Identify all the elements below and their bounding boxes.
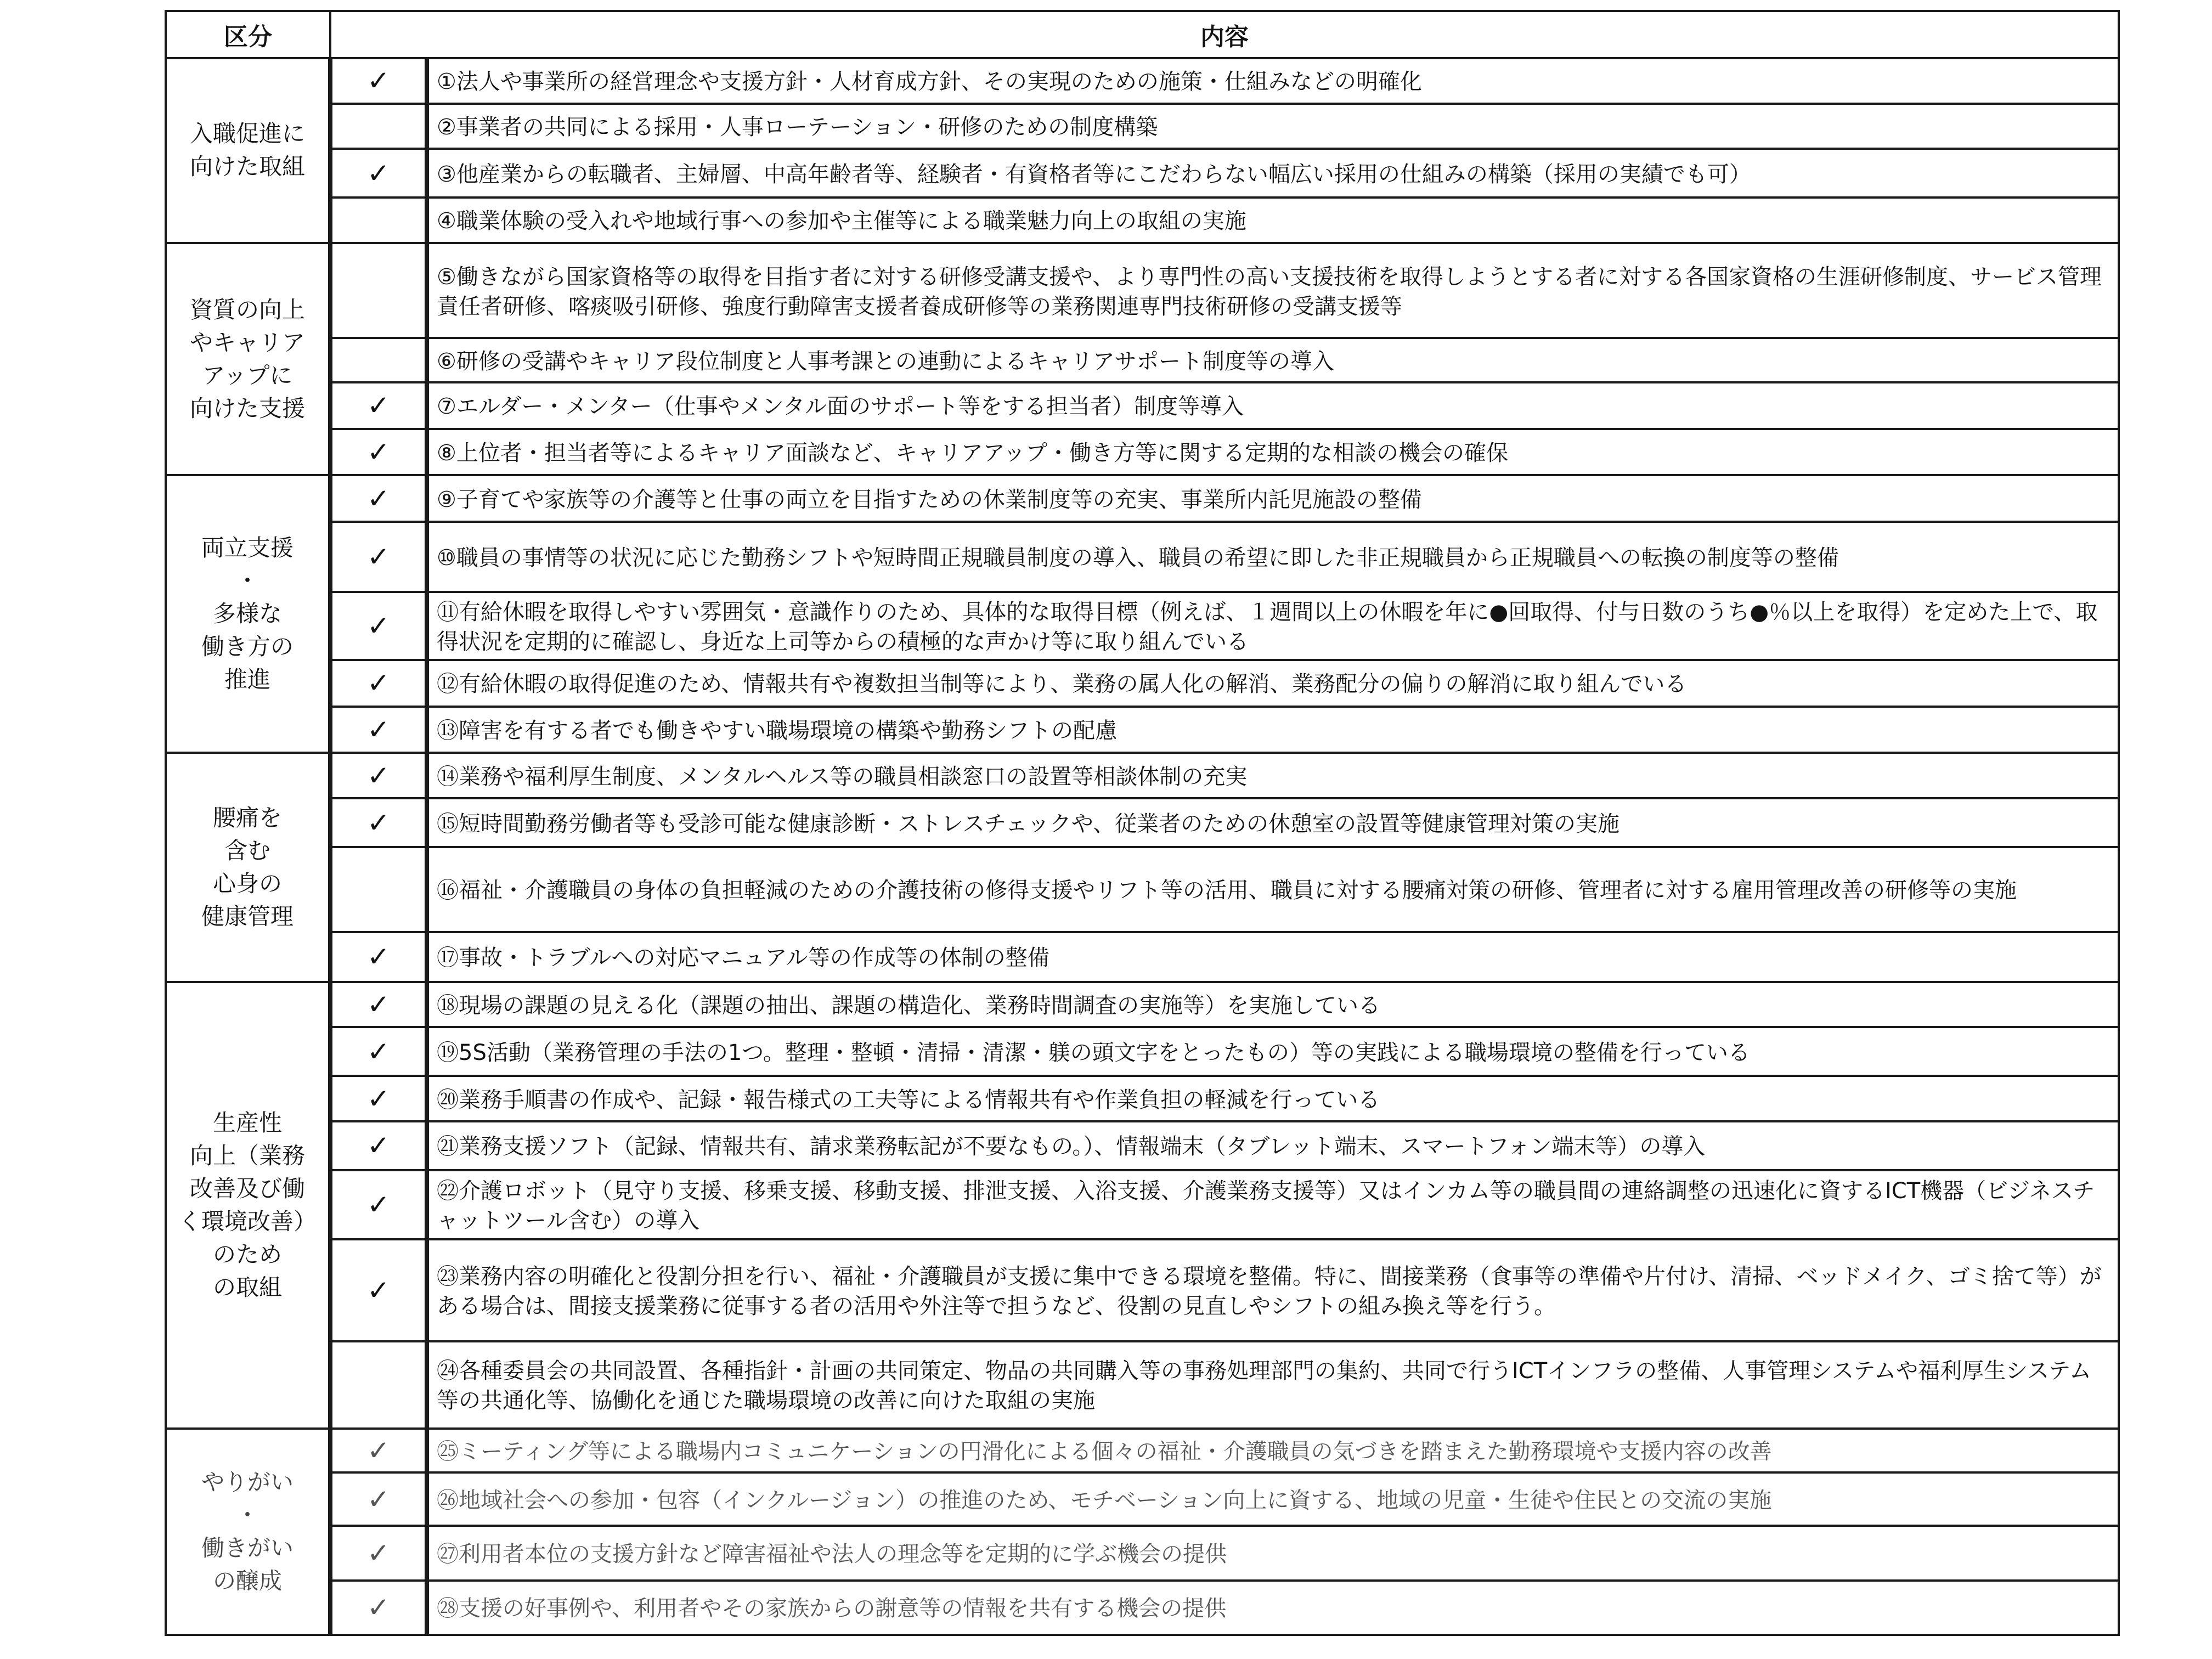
- item-text: ⑦エルダー・メンター（仕事やメンタル面のサポート等をする担当者）制度等導入: [427, 382, 2119, 429]
- checkmark-icon: ✓: [367, 541, 390, 573]
- checklist-row: [166, 707, 2119, 753]
- checklist-row: [166, 592, 2119, 660]
- item-text: ⑤働きながら国家資格等の取得を目指す者に対する研修受講支援や、より専門性の高い支援技術を取得しようとする者に対する各国家資格の生涯研修制度、サービス管理責任者研修、喀痰吸引研修、強度行動障害支援者養成研修等の業務関連専門技術研修の受講支援等: [427, 243, 2119, 338]
- checkmark-cell[interactable]: [330, 847, 427, 932]
- item-text: ④職業体験の受入れや地域行事への参加や主催等による職業魅力向上の取組の実施: [427, 198, 2119, 243]
- checkmark-icon: ✓: [367, 1082, 390, 1115]
- checklist-row: [166, 243, 2119, 338]
- checkmark-cell[interactable]: [330, 1341, 427, 1429]
- checkmark-cell[interactable]: [330, 707, 427, 753]
- checklist-row: [166, 429, 2119, 476]
- checklist-row: [166, 847, 2119, 932]
- category-label: 資質の向上 やキャリア アップに 向けた支援: [166, 243, 330, 476]
- item-text: ⑯福祉・介護職員の身体の負担軽減のための介護技術の修得支援やリフト等の活用、職員に対する腰痛対策の研修、管理者に対する雇用管理改善の研修等の実施: [427, 847, 2119, 932]
- item-text: ⑫有給休暇の取得促進のため、情報共有や複数担当制等により、業務の属人化の解消、業務配分の偏りの解消に取り組んでいる: [427, 660, 2119, 707]
- checkmark-cell[interactable]: [330, 932, 427, 982]
- header-row: [166, 11, 2119, 58]
- checkmark-cell[interactable]: [330, 1429, 427, 1473]
- item-text: ⑰事故・トラブルへの対応マニュアル等の作成等の体制の整備: [427, 932, 2119, 982]
- item-text: ⑲5S活動（業務管理の手法の1つ。整理・整頓・清掃・清潔・躾の頭文字をとったもの）等の実践による職場環境の整備を行っている: [427, 1027, 2119, 1076]
- checkmark-icon: ✓: [367, 610, 390, 642]
- checkmark-cell[interactable]: [330, 338, 427, 382]
- item-text: ⑨子育てや家族等の介護等と仕事の両立を目指すための休業制度等の充実、事業所内託児施設の整備: [427, 475, 2119, 522]
- checkmark-cell[interactable]: [330, 1526, 427, 1580]
- checkmark-cell[interactable]: [330, 1170, 427, 1239]
- checkmark-cell[interactable]: [330, 1121, 427, 1170]
- checkmark-cell[interactable]: [330, 58, 427, 104]
- checkmark-cell[interactable]: [330, 522, 427, 592]
- checkmark-icon: ✓: [367, 1188, 390, 1221]
- item-text: ㉔各種委員会の共同設置、各種指針・計画の共同策定、物品の共同購入等の事務処理部門の集約、共同で行うICTインフラの整備、人事管理システムや福利厚生システム等の共通化等、協働化を通じた職場環境の改善に向けた取組の実施: [427, 1341, 2119, 1429]
- checkmark-icon: ✓: [367, 806, 390, 839]
- checkmark-cell[interactable]: [330, 429, 427, 476]
- checkmark-cell[interactable]: [330, 1581, 427, 1635]
- checkmark-icon: ✓: [367, 1130, 390, 1162]
- checkmark-icon: ✓: [367, 1035, 390, 1068]
- checklist-row: [166, 338, 2119, 382]
- item-text: ⑮短時間勤務労働者等も受診可能な健康診断・ストレスチェックや、従業者のための休憩室の設置等健康管理対策の実施: [427, 798, 2119, 847]
- checkmark-cell[interactable]: [330, 660, 427, 707]
- checkmark-cell[interactable]: [330, 382, 427, 429]
- checklist-row: [166, 149, 2119, 198]
- checklist-row: [166, 932, 2119, 982]
- checklist-row: [166, 1121, 2119, 1170]
- item-text: ⑬障害を有する者でも働きやすい職場環境の構築や勤務シフトの配慮: [427, 707, 2119, 753]
- checkmark-icon: ✓: [367, 390, 390, 422]
- item-text: ㉕ミーティング等による職場内コミュニケーションの円滑化による個々の福祉・介護職員の気づきを踏まえた勤務環境や支援内容の改善: [427, 1429, 2119, 1473]
- item-text: ⑥研修の受講やキャリア段位制度と人事考課との連動によるキャリアサポート制度等の導入: [427, 338, 2119, 382]
- category-label: やりがい ・ 働きがい の醸成: [166, 1429, 330, 1635]
- item-text: ㉘支援の好事例や、利用者やその家族からの謝意等の情報を共有する機会の提供: [427, 1581, 2119, 1635]
- category-label: 入職促進に 向けた取組: [166, 58, 330, 243]
- item-text: ㉗利用者本位の支援方針など障害福祉や法人の理念等を定期的に学ぶ機会の提供: [427, 1526, 2119, 1580]
- item-text: ㉒介護ロボット（見守り支援、移乗支援、移動支援、排泄支援、入浴支援、介護業務支援等）又はインカム等の職員間の連絡調整の迅速化に資するICT機器（ビジネスチャットツール含む）の導入: [427, 1170, 2119, 1239]
- checkmark-icon: ✓: [367, 157, 390, 189]
- checklist-row: [166, 1027, 2119, 1076]
- checklist-body: [166, 58, 2119, 1635]
- checkmark-icon: ✓: [367, 667, 390, 699]
- checkmark-icon: ✓: [367, 1274, 390, 1306]
- header-category: 区分: [166, 11, 330, 58]
- checklist-row: [166, 1170, 2119, 1239]
- item-text: ②事業者の共同による採用・人事ローテーション・研修のための制度構築: [427, 104, 2119, 149]
- item-text: ③他産業からの転職者、主婦層、中高年齢者等、経験者・有資格者等にこだわらない幅広い採用の仕組みの構築（採用の実績でも可）: [427, 149, 2119, 198]
- item-text: ⑱現場の課題の見える化（課題の抽出、課題の構造化、業務時間調査の実施等）を実施している: [427, 982, 2119, 1028]
- item-text: ⑭業務や福利厚生制度、メンタルヘルス等の職員相談窓口の設置等相談体制の充実: [427, 753, 2119, 798]
- checklist-row: [166, 1526, 2119, 1580]
- checklist-row: [166, 522, 2119, 592]
- item-text: ⑳業務手順書の作成や、記録・報告様式の工夫等による情報共有や作業負担の軽減を行っている: [427, 1076, 2119, 1121]
- item-text: ⑧上位者・担当者等によるキャリア面談など、キャリアアップ・働き方等に関する定期的な相談の機会の確保: [427, 429, 2119, 476]
- checklist-row: [166, 1581, 2119, 1635]
- checkmark-cell[interactable]: [330, 149, 427, 198]
- checkmark-cell[interactable]: [330, 1472, 427, 1526]
- item-text: ⑩職員の事情等の状況に応じた勤務シフトや短時間正規職員制度の導入、職員の希望に即した非正規職員から正規職員への転換の制度等の整備: [427, 522, 2119, 592]
- checkmark-cell[interactable]: [330, 243, 427, 338]
- checkmark-cell[interactable]: [330, 798, 427, 847]
- checkmark-icon: ✓: [367, 1483, 390, 1515]
- item-text: ⑪有給休暇を取得しやすい雰囲気・意識作りのため、具体的な取得目標（例えば、１週間以上の休暇を年に●回取得、付与日数のうち●％以上を取得）を定めた上で、取得状況を定期的に確認し、身近な上司等からの積極的な声かけ等に取り組んでいる: [427, 592, 2119, 660]
- category-label: 両立支援 ・ 多様な 働き方の 推進: [166, 475, 330, 753]
- checklist-row: [166, 382, 2119, 429]
- checklist-row: [166, 1341, 2119, 1429]
- checkmark-icon: ✓: [367, 1537, 390, 1570]
- checkmark-cell[interactable]: [330, 1027, 427, 1076]
- item-text: ①法人や事業所の経営理念や支援方針・人材育成方針、その実現のための施策・仕組みなどの明確化: [427, 58, 2119, 104]
- item-text: ㉑業務支援ソフト（記録、情報共有、請求業務転記が不要なもの。）、情報端末（タブレット端末、スマートフォン端末等）の導入: [427, 1121, 2119, 1170]
- item-text: ㉖地域社会への参加・包容（インクルージョン）の推進のため、モチベーション向上に資する、地域の児童・生徒や住民との交流の実施: [427, 1472, 2119, 1526]
- checkmark-cell[interactable]: [330, 198, 427, 243]
- checkmark-cell[interactable]: [330, 753, 427, 798]
- checkmark-cell[interactable]: [330, 982, 427, 1028]
- checklist-row: [166, 1076, 2119, 1121]
- checklist-row: [166, 58, 2119, 104]
- checkmark-icon: ✓: [367, 1435, 390, 1467]
- checkmark-icon: ✓: [367, 941, 390, 973]
- checkmark-cell[interactable]: [330, 104, 427, 149]
- checkmark-icon: ✓: [367, 482, 390, 515]
- item-text: ㉓業務内容の明確化と役割分担を行い、福祉・介護職員が支援に集中できる環境を整備。特に、間接業務（食事等の準備や片付け、清掃、ベッドメイク、ゴミ捨て等）がある場合は、間接支援業務に従事する者の活用や外注等で担うなど、役割の見直しやシフトの組み換え等を行う。: [427, 1239, 2119, 1341]
- checkmark-icon: ✓: [367, 436, 390, 468]
- checklist-row: [166, 660, 2119, 707]
- checklist-row: [166, 1239, 2119, 1341]
- checklist-row: [166, 198, 2119, 243]
- checkmark-icon: ✓: [367, 65, 390, 97]
- checklist-row: [166, 104, 2119, 149]
- checklist-row: [166, 475, 2119, 522]
- checklist-row: [166, 982, 2119, 1028]
- checkmark-cell[interactable]: [330, 1076, 427, 1121]
- category-label: 腰痛を 含む 心身の 健康管理: [166, 753, 330, 981]
- checkmark-icon: ✓: [367, 759, 390, 792]
- header-content: 内容: [330, 11, 2119, 58]
- checklist-row: [166, 1472, 2119, 1526]
- checklist-table: [165, 10, 2120, 1636]
- checkmark-icon: ✓: [367, 989, 390, 1021]
- checklist-sheet: [165, 10, 2118, 1636]
- category-label: 生産性 向上（業務 改善及び働 く環境改善） のため の取組: [166, 982, 330, 1429]
- checklist-row: [166, 753, 2119, 798]
- checklist-row: [166, 1429, 2119, 1473]
- checkmark-cell[interactable]: [330, 592, 427, 660]
- checkmark-cell[interactable]: [330, 475, 427, 522]
- checkmark-icon: ✓: [367, 1592, 390, 1624]
- checkmark-cell[interactable]: [330, 1239, 427, 1341]
- checkmark-icon: ✓: [367, 714, 390, 746]
- checklist-row: [166, 798, 2119, 847]
